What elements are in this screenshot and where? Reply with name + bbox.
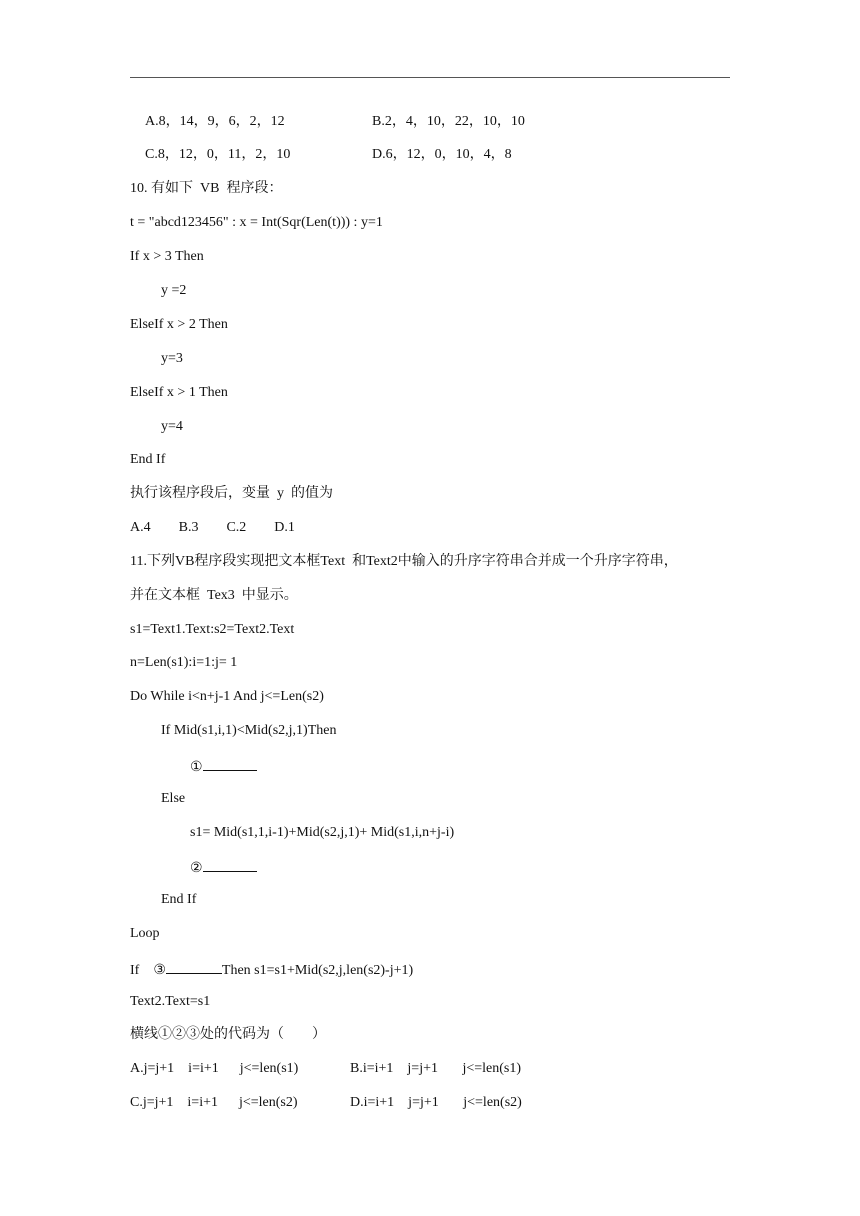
q11-option-c: C.j=j+1 i=i+1 j<=len(s2) xyxy=(130,1095,298,1110)
if-suffix: Then s1=s1+Mid(s2,j,len(s2)-j+1) xyxy=(221,963,414,978)
q10-code-line: y =2 xyxy=(161,283,187,298)
q9-option-a: A.8，14，9，6，2，12 xyxy=(145,114,285,129)
blank-2-line xyxy=(203,857,257,872)
q11-code-line: n=Len(s1):i=1:j= 1 xyxy=(130,655,238,670)
q10-code-line: ElseIf x > 1 Then xyxy=(130,385,228,400)
q10-options: A.4 B.3 C.2 D.1 xyxy=(130,520,295,535)
blank-1-line xyxy=(203,756,257,771)
q11-question: 横线①②③处的代码为（ ） xyxy=(130,1027,326,1042)
blank-3-line xyxy=(166,959,222,974)
q10-code-line: y=4 xyxy=(161,419,183,434)
q9-option-d: D.6，12，0，10，4，8 xyxy=(372,147,512,162)
blank-1-marker: ① xyxy=(190,760,203,775)
q10-code-line: End If xyxy=(130,452,166,467)
q11-blank-2 xyxy=(190,857,257,878)
q10-code-line: If x > 3 Then xyxy=(130,249,204,264)
q9-option-c: C.8，12，0，11，2，10 xyxy=(145,147,291,162)
q11-code-line: Text2.Text=s1 xyxy=(130,994,211,1009)
q10-code-line: ElseIf x > 2 Then xyxy=(130,317,228,332)
q11-code-line: Do While i<n+j-1 And j<=Len(s2) xyxy=(130,689,324,704)
q11-title-cont: 并在文本框 Tex3 中显示。 xyxy=(130,588,298,603)
q11-code-line: s1=Text1.Text:s2=Text2.Text xyxy=(130,622,295,637)
q10-code-line: y=3 xyxy=(161,351,183,366)
q9-option-b: B.2，4，10，22，10，10 xyxy=(372,114,525,129)
q11-option-d: D.i=i+1 j=j+1 j<=len(s2) xyxy=(350,1095,522,1110)
blank-2-marker: ② xyxy=(190,861,203,876)
q11-code-line: Loop xyxy=(130,926,160,941)
q11-option-b: B.i=i+1 j=j+1 j<=len(s1) xyxy=(350,1061,522,1076)
q11-code-line: If Mid(s1,i,1)<Mid(s2,j,1)Then xyxy=(161,723,337,738)
q10-question: 执行该程序段后，变量 y 的值为 xyxy=(130,486,333,501)
q11-code-line: Else xyxy=(161,791,186,806)
q11-blank-1 xyxy=(190,756,257,777)
q11-if-line xyxy=(130,959,413,980)
header-rule xyxy=(130,77,730,78)
if-prefix: If xyxy=(130,963,154,978)
q10-title: 10. 有如下 VB 程序段： xyxy=(130,181,283,196)
blank-3-marker: ③ xyxy=(153,963,166,978)
q11-code-line: s1= Mid(s1,1,i-1)+Mid(s2,j,1)+ Mid(s1,i,n+j-i) xyxy=(190,825,455,840)
q11-title: 11.下列VB程序段实现把文本框Text 和Text2中输入的升序字符串合并成一个升序字符串， xyxy=(130,554,678,569)
q11-code-line: End If xyxy=(161,892,197,907)
q10-code-line: t = "abcd123456" : x = Int(Sqr(Len(t))) : y=1 xyxy=(130,215,383,230)
q11-option-a: A.j=j+1 i=i+1 j<=len(s1) xyxy=(130,1061,299,1076)
